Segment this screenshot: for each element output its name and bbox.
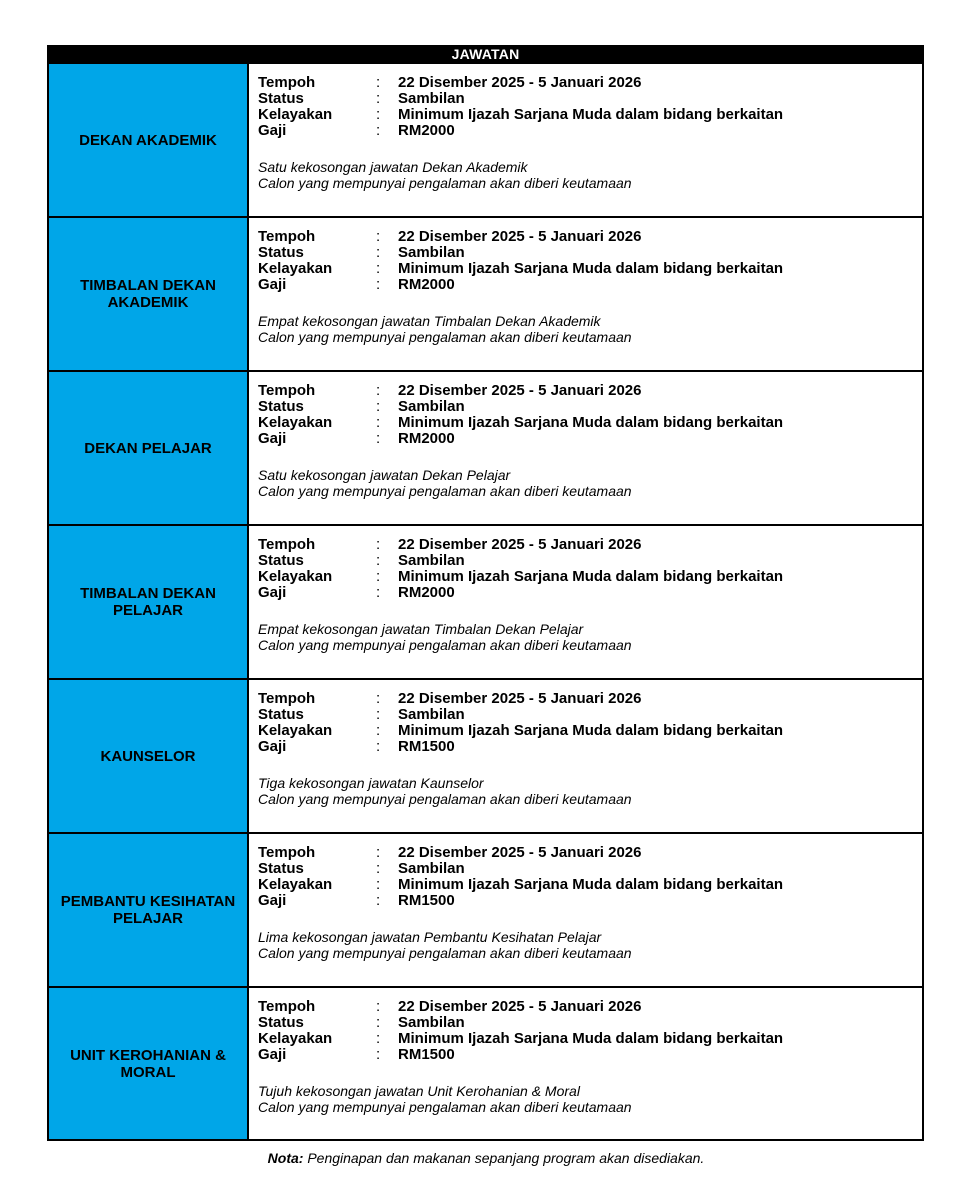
status-row bbox=[258, 91, 922, 107]
tempoh-row bbox=[258, 75, 922, 91]
status-label: Status bbox=[258, 552, 304, 569]
status-label: Status bbox=[258, 706, 304, 723]
tempoh-label: Tempoh bbox=[258, 844, 316, 861]
kelayakan-row bbox=[258, 261, 922, 277]
status-row bbox=[258, 399, 922, 415]
colon: : bbox=[376, 690, 381, 707]
status-label: Status bbox=[258, 244, 304, 261]
description-experience: Calon yang mempunyai pengalaman akan diberi keutamaan bbox=[258, 945, 632, 961]
tempoh-label: Tempoh bbox=[258, 74, 316, 91]
description-experience: Calon yang mempunyai pengalaman akan diberi keutamaan bbox=[258, 175, 632, 191]
position-details bbox=[249, 834, 922, 986]
status-label: Status bbox=[258, 860, 304, 877]
description-vacancy: Tujuh kekosongan jawatan Unit Kerohanian & Moral bbox=[258, 1083, 580, 1099]
status-row bbox=[258, 1015, 922, 1031]
tempoh-value: 22 Disember 2025 - 5 Januari 2026 bbox=[398, 998, 642, 1015]
table-header: JAWATAN bbox=[47, 45, 924, 64]
colon: : bbox=[376, 382, 381, 399]
gaji-label: Gaji bbox=[258, 892, 287, 909]
colon: : bbox=[376, 276, 381, 293]
jawatan-table bbox=[47, 45, 924, 1141]
description-experience: Calon yang mempunyai pengalaman akan diberi keutamaan bbox=[258, 637, 632, 653]
status-value: Sambilan bbox=[398, 706, 465, 723]
tempoh-row bbox=[258, 537, 922, 553]
colon: : bbox=[376, 398, 381, 415]
kelayakan-value: Minimum Ijazah Sarjana Muda dalam bidang berkaitan bbox=[398, 568, 784, 585]
tempoh-value: 22 Disember 2025 - 5 Januari 2026 bbox=[398, 74, 642, 91]
gaji-label: Gaji bbox=[258, 122, 287, 139]
tempoh-label: Tempoh bbox=[258, 998, 316, 1015]
kelayakan-label: Kelayakan bbox=[258, 414, 333, 431]
colon: : bbox=[376, 244, 381, 261]
kelayakan-value: Minimum Ijazah Sarjana Muda dalam bidang berkaitan bbox=[398, 722, 784, 739]
table-row bbox=[49, 524, 922, 678]
gaji-row bbox=[258, 123, 922, 139]
colon: : bbox=[376, 722, 381, 739]
status-value: Sambilan bbox=[398, 552, 465, 569]
kelayakan-label: Kelayakan bbox=[258, 876, 333, 893]
colon: : bbox=[376, 568, 381, 585]
gaji-label: Gaji bbox=[258, 430, 287, 447]
gaji-row bbox=[258, 1047, 922, 1063]
gaji-row bbox=[258, 431, 922, 447]
colon: : bbox=[376, 998, 381, 1015]
kelayakan-row bbox=[258, 415, 922, 431]
status-value: Sambilan bbox=[398, 90, 465, 107]
table-row bbox=[49, 986, 922, 1139]
position-details bbox=[249, 64, 922, 216]
position-description bbox=[258, 1083, 922, 1115]
tempoh-value: 22 Disember 2025 - 5 Januari 2026 bbox=[398, 536, 642, 553]
gaji-label: Gaji bbox=[258, 276, 287, 293]
tempoh-row bbox=[258, 229, 922, 245]
status-row bbox=[258, 245, 922, 261]
description-experience: Calon yang mempunyai pengalaman akan diberi keutamaan bbox=[258, 329, 632, 345]
gaji-row bbox=[258, 277, 922, 293]
kelayakan-value: Minimum Ijazah Sarjana Muda dalam bidang berkaitan bbox=[398, 414, 784, 431]
colon: : bbox=[376, 430, 381, 447]
gaji-value: RM2000 bbox=[398, 276, 455, 293]
colon: : bbox=[376, 738, 381, 755]
kelayakan-row bbox=[258, 877, 922, 893]
position-details bbox=[249, 372, 922, 524]
colon: : bbox=[376, 584, 381, 601]
position-description bbox=[258, 467, 922, 499]
table-row bbox=[49, 216, 922, 370]
colon: : bbox=[376, 1030, 381, 1047]
colon: : bbox=[376, 90, 381, 107]
tempoh-value: 22 Disember 2025 - 5 Januari 2026 bbox=[398, 844, 642, 861]
tempoh-row bbox=[258, 845, 922, 861]
gaji-row bbox=[258, 585, 922, 601]
kelayakan-label: Kelayakan bbox=[258, 1030, 333, 1047]
position-description bbox=[258, 621, 922, 653]
gaji-row bbox=[258, 739, 922, 755]
tempoh-label: Tempoh bbox=[258, 228, 316, 245]
gaji-label: Gaji bbox=[258, 584, 287, 601]
colon: : bbox=[376, 1046, 381, 1063]
status-row bbox=[258, 553, 922, 569]
table-row bbox=[49, 370, 922, 524]
gaji-value: RM1500 bbox=[398, 1046, 455, 1063]
colon: : bbox=[376, 860, 381, 877]
status-label: Status bbox=[258, 398, 304, 415]
tempoh-value: 22 Disember 2025 - 5 Januari 2026 bbox=[398, 382, 642, 399]
tempoh-row bbox=[258, 999, 922, 1015]
kelayakan-value: Minimum Ijazah Sarjana Muda dalam bidang berkaitan bbox=[398, 876, 784, 893]
tempoh-row bbox=[258, 691, 922, 707]
kelayakan-row bbox=[258, 569, 922, 585]
colon: : bbox=[376, 106, 381, 123]
colon: : bbox=[376, 536, 381, 553]
position-details bbox=[249, 218, 922, 370]
tempoh-label: Tempoh bbox=[258, 536, 316, 553]
gaji-value: RM2000 bbox=[398, 430, 455, 447]
position-details bbox=[249, 988, 922, 1139]
position-details bbox=[249, 680, 922, 832]
description-experience: Calon yang mempunyai pengalaman akan diberi keutamaan bbox=[258, 1099, 632, 1115]
position-title: PEMBANTU KESIHATAN PELAJAR bbox=[49, 834, 249, 986]
description-experience: Calon yang mempunyai pengalaman akan diberi keutamaan bbox=[258, 791, 632, 807]
kelayakan-row bbox=[258, 723, 922, 739]
gaji-value: RM1500 bbox=[398, 738, 455, 755]
colon: : bbox=[376, 552, 381, 569]
position-description bbox=[258, 929, 922, 961]
colon: : bbox=[376, 228, 381, 245]
position-title: KAUNSELOR bbox=[49, 680, 249, 832]
kelayakan-row bbox=[258, 1031, 922, 1047]
tempoh-value: 22 Disember 2025 - 5 Januari 2026 bbox=[398, 228, 642, 245]
position-title: DEKAN PELAJAR bbox=[49, 372, 249, 524]
status-label: Status bbox=[258, 1014, 304, 1031]
status-value: Sambilan bbox=[398, 398, 465, 415]
kelayakan-value: Minimum Ijazah Sarjana Muda dalam bidang berkaitan bbox=[398, 1030, 784, 1047]
kelayakan-value: Minimum Ijazah Sarjana Muda dalam bidang berkaitan bbox=[398, 106, 784, 123]
table-row bbox=[49, 678, 922, 832]
description-vacancy: Satu kekosongan jawatan Dekan Pelajar bbox=[258, 467, 511, 483]
note-label: Nota: bbox=[267, 1150, 304, 1166]
table-row bbox=[49, 64, 922, 216]
description-vacancy: Satu kekosongan jawatan Dekan Akademik bbox=[258, 159, 528, 175]
table-rows bbox=[47, 64, 924, 1141]
position-title: TIMBALAN DEKAN PELAJAR bbox=[49, 526, 249, 678]
tempoh-row bbox=[258, 383, 922, 399]
description-vacancy: Empat kekosongan jawatan Timbalan Dekan Pelajar bbox=[258, 621, 584, 637]
status-value: Sambilan bbox=[398, 244, 465, 261]
position-title: UNIT KEROHANIAN & MORAL bbox=[49, 988, 249, 1139]
gaji-value: RM2000 bbox=[398, 122, 455, 139]
colon: : bbox=[376, 876, 381, 893]
status-value: Sambilan bbox=[398, 860, 465, 877]
status-row bbox=[258, 707, 922, 723]
colon: : bbox=[376, 892, 381, 909]
colon: : bbox=[376, 414, 381, 431]
tempoh-label: Tempoh bbox=[258, 690, 316, 707]
position-description bbox=[258, 313, 922, 345]
status-value: Sambilan bbox=[398, 1014, 465, 1031]
colon: : bbox=[376, 1014, 381, 1031]
colon: : bbox=[376, 74, 381, 91]
note-text: Penginapan dan makanan sepanjang program akan disediakan. bbox=[303, 1150, 705, 1166]
position-details bbox=[249, 526, 922, 678]
position-description bbox=[258, 775, 922, 807]
gaji-value: RM2000 bbox=[398, 584, 455, 601]
tempoh-label: Tempoh bbox=[258, 382, 316, 399]
description-vacancy: Empat kekosongan jawatan Timbalan Dekan Akademik bbox=[258, 313, 601, 329]
kelayakan-label: Kelayakan bbox=[258, 722, 333, 739]
table-row bbox=[49, 832, 922, 986]
position-description bbox=[258, 159, 922, 191]
description-vacancy: Lima kekosongan jawatan Pembantu Kesihatan Pelajar bbox=[258, 929, 602, 945]
colon: : bbox=[376, 706, 381, 723]
footnote bbox=[0, 1150, 972, 1166]
gaji-row bbox=[258, 893, 922, 909]
gaji-label: Gaji bbox=[258, 738, 287, 755]
status-row bbox=[258, 861, 922, 877]
colon: : bbox=[376, 260, 381, 277]
colon: : bbox=[376, 844, 381, 861]
gaji-label: Gaji bbox=[258, 1046, 287, 1063]
kelayakan-label: Kelayakan bbox=[258, 568, 333, 585]
colon: : bbox=[376, 122, 381, 139]
position-title: TIMBALAN DEKAN AKADEMIK bbox=[49, 218, 249, 370]
tempoh-value: 22 Disember 2025 - 5 Januari 2026 bbox=[398, 690, 642, 707]
description-vacancy: Tiga kekosongan jawatan Kaunselor bbox=[258, 775, 484, 791]
status-label: Status bbox=[258, 90, 304, 107]
kelayakan-label: Kelayakan bbox=[258, 106, 333, 123]
kelayakan-value: Minimum Ijazah Sarjana Muda dalam bidang berkaitan bbox=[398, 260, 784, 277]
kelayakan-label: Kelayakan bbox=[258, 260, 333, 277]
description-experience: Calon yang mempunyai pengalaman akan diberi keutamaan bbox=[258, 483, 632, 499]
position-title: DEKAN AKADEMIK bbox=[49, 64, 249, 216]
gaji-value: RM1500 bbox=[398, 892, 455, 909]
kelayakan-row bbox=[258, 107, 922, 123]
